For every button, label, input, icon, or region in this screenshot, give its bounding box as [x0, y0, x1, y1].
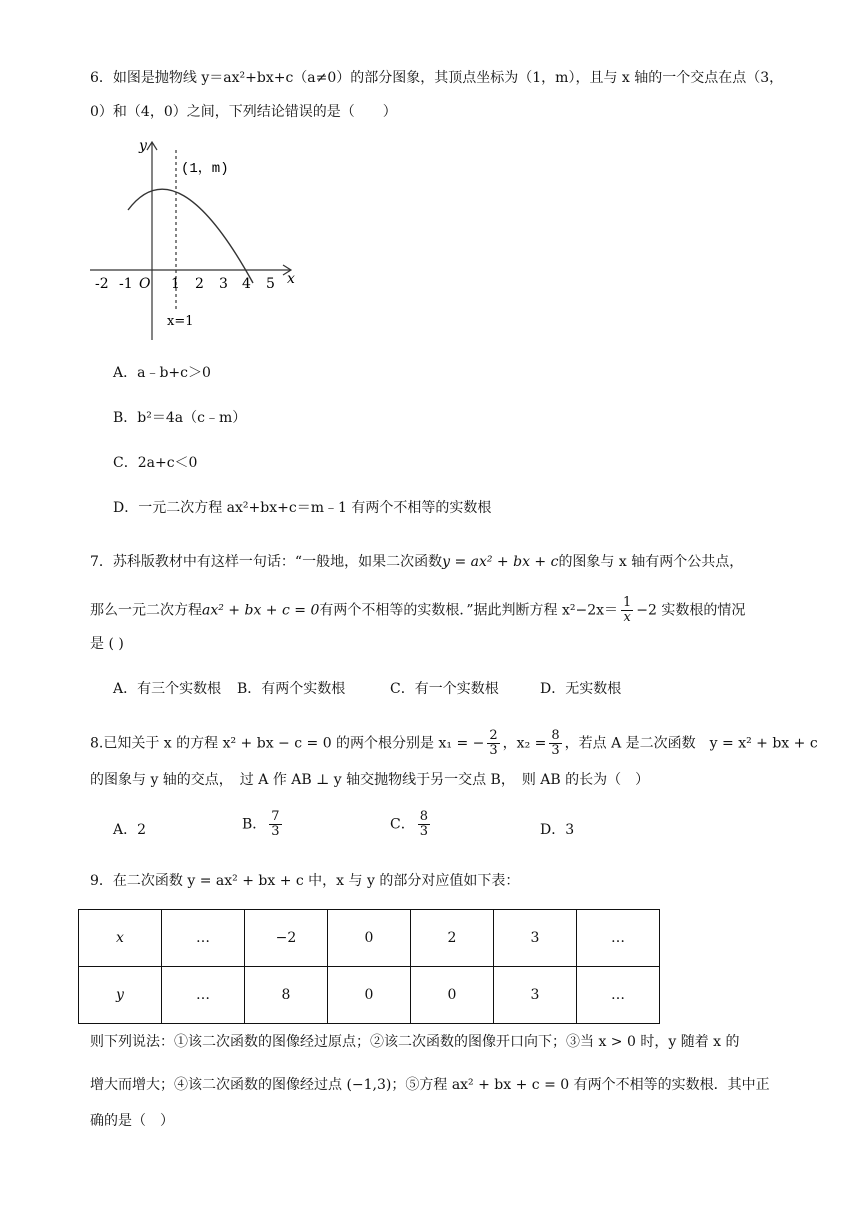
table-cell: …	[162, 910, 245, 967]
table-header-x: x	[79, 910, 162, 967]
q6-option-b: B．b²＝4a（c﹣m）	[113, 410, 247, 426]
q7-text: 那么一元二次方程	[90, 602, 202, 619]
q7-text: −2 实数根的情况	[636, 602, 746, 619]
q7-text: 的图象与 x 轴有两个公共点，	[558, 554, 744, 570]
q7-formula-equation: ax² + bx + c = 0	[202, 602, 320, 619]
table-header-y: y	[79, 967, 162, 1024]
q7-fraction	[621, 596, 633, 625]
table-cell: 0	[328, 910, 411, 967]
q8-option-c-fraction	[418, 810, 430, 839]
option-prefix: C．	[390, 816, 415, 833]
table-cell: −2	[245, 910, 328, 967]
table-cell: 2	[411, 910, 494, 967]
q8-text: ，若点 A 是二次函数 y = x² + bx + c	[564, 735, 818, 752]
graph-vertex-label: (1，m)	[181, 161, 229, 177]
q8-stem-line1	[90, 729, 818, 758]
q7-option-a: A．有三个实数根	[113, 681, 222, 697]
q7-option-c: C．有一个实数根	[390, 681, 499, 697]
table-cell: 3	[494, 910, 577, 967]
fraction-denominator: 3	[419, 824, 428, 839]
tick-origin: O	[139, 276, 151, 292]
q8-option-a: A．2	[113, 822, 147, 838]
tick-4: 4	[242, 276, 251, 292]
tick-neg2: -2	[95, 276, 109, 292]
q8-option-d: D．3	[540, 822, 575, 838]
graph-x-label: x	[287, 271, 295, 287]
fraction-numerator: 2	[489, 728, 498, 743]
q6-option-d: D．一元二次方程 ax²+bx+c＝m﹣1 有两个不相等的实数根	[113, 500, 492, 516]
q8-fraction-x1	[487, 729, 499, 758]
tick-5: 5	[266, 276, 275, 292]
q9-statements-line3: 确的是（ ）	[90, 1113, 174, 1129]
tick-2: 2	[195, 276, 204, 292]
option-prefix: B．	[242, 816, 267, 833]
tick-3: 3	[219, 276, 228, 292]
fraction-denominator: 3	[271, 824, 280, 839]
graph-axis-label: x=1	[167, 314, 194, 329]
fraction-numerator: 8	[419, 809, 428, 824]
q7-formula-function: y = ax² + bx + c	[442, 554, 559, 570]
q7-text: 7．苏科版教材中有这样一句话：“一般地，如果二次函数	[90, 554, 443, 570]
q6-option-a: A．a﹣b+c＞0	[113, 365, 211, 381]
q9-statements-line2: 增大而增大；④该二次函数的图像经过点 (−1,3)；⑤方程 ax² + bx + c = 0 有两个不相等的实数根．其中正	[90, 1077, 770, 1093]
table-cell: …	[577, 967, 660, 1024]
q7-stem-line1	[90, 552, 743, 572]
table-cell: …	[162, 967, 245, 1024]
q8-option-b-fraction	[269, 810, 281, 839]
q7-text: 有两个不相等的实数根．”据此判断方程 x²−2x＝	[319, 602, 619, 619]
table-row	[79, 910, 660, 967]
fraction-numerator: 1	[623, 595, 632, 610]
q8-text: ，x₂ =	[502, 735, 547, 752]
q7-stem-line3: 是 ( )	[90, 636, 124, 652]
q9-stem-intro: 9．在二次函数 y = ax² + bx + c 中，x 与 y 的部分对应值如下表：	[90, 873, 520, 889]
q6-stem-line1: 6．如图是抛物线 y＝ax²+bx+c（a≠0）的部分图象，其顶点坐标为（1，m），且与 x 轴的一个交点在点（3，	[90, 70, 784, 86]
fraction-denominator: 3	[551, 743, 560, 758]
q8-option-b	[242, 810, 285, 839]
graph-y-label: y	[139, 138, 147, 154]
table-cell: 0	[411, 967, 494, 1024]
q7-stem-line2	[90, 596, 745, 625]
tick-neg1: -1	[119, 276, 133, 292]
q7-option-b: B．有两个实数根	[237, 681, 346, 697]
fraction-numerator: 7	[271, 809, 280, 824]
fraction-denominator: x	[623, 610, 631, 625]
q8-fraction-x2	[549, 729, 561, 758]
q9-statements-line1: 则下列说法：①该二次函数的图像经过原点；②该二次函数的图像开口向下；③当 x > 0 时，y 随着 x 的	[90, 1034, 740, 1050]
table-row	[79, 967, 660, 1024]
fraction-numerator: 8	[551, 728, 560, 743]
q8-text: 8.已知关于 x 的方程 x² + bx − c = 0 的两个根分别是 x₁ = −	[90, 735, 485, 752]
q6-option-c: C．2a+c＜0	[113, 455, 198, 471]
table-cell: 0	[328, 967, 411, 1024]
q7-option-d: D．无实数根	[540, 681, 622, 697]
table-cell: 3	[494, 967, 577, 1024]
q8-stem-line2: 的图象与 y 轴的交点， 过 A 作 AB ⊥ y 轴交抛物线于另一交点 B， 则 AB 的长为（ ）	[90, 772, 650, 788]
table-cell: …	[577, 910, 660, 967]
table-cell: 8	[245, 967, 328, 1024]
q9-value-table	[78, 909, 660, 1024]
tick-1: 1	[171, 276, 180, 292]
q6-stem-line2: 0）和（4，0）之间，下列结论错误的是（ ）	[90, 104, 397, 120]
q8-option-c	[390, 810, 433, 839]
q6-parabola-graph	[85, 135, 300, 345]
fraction-denominator: 3	[489, 743, 498, 758]
